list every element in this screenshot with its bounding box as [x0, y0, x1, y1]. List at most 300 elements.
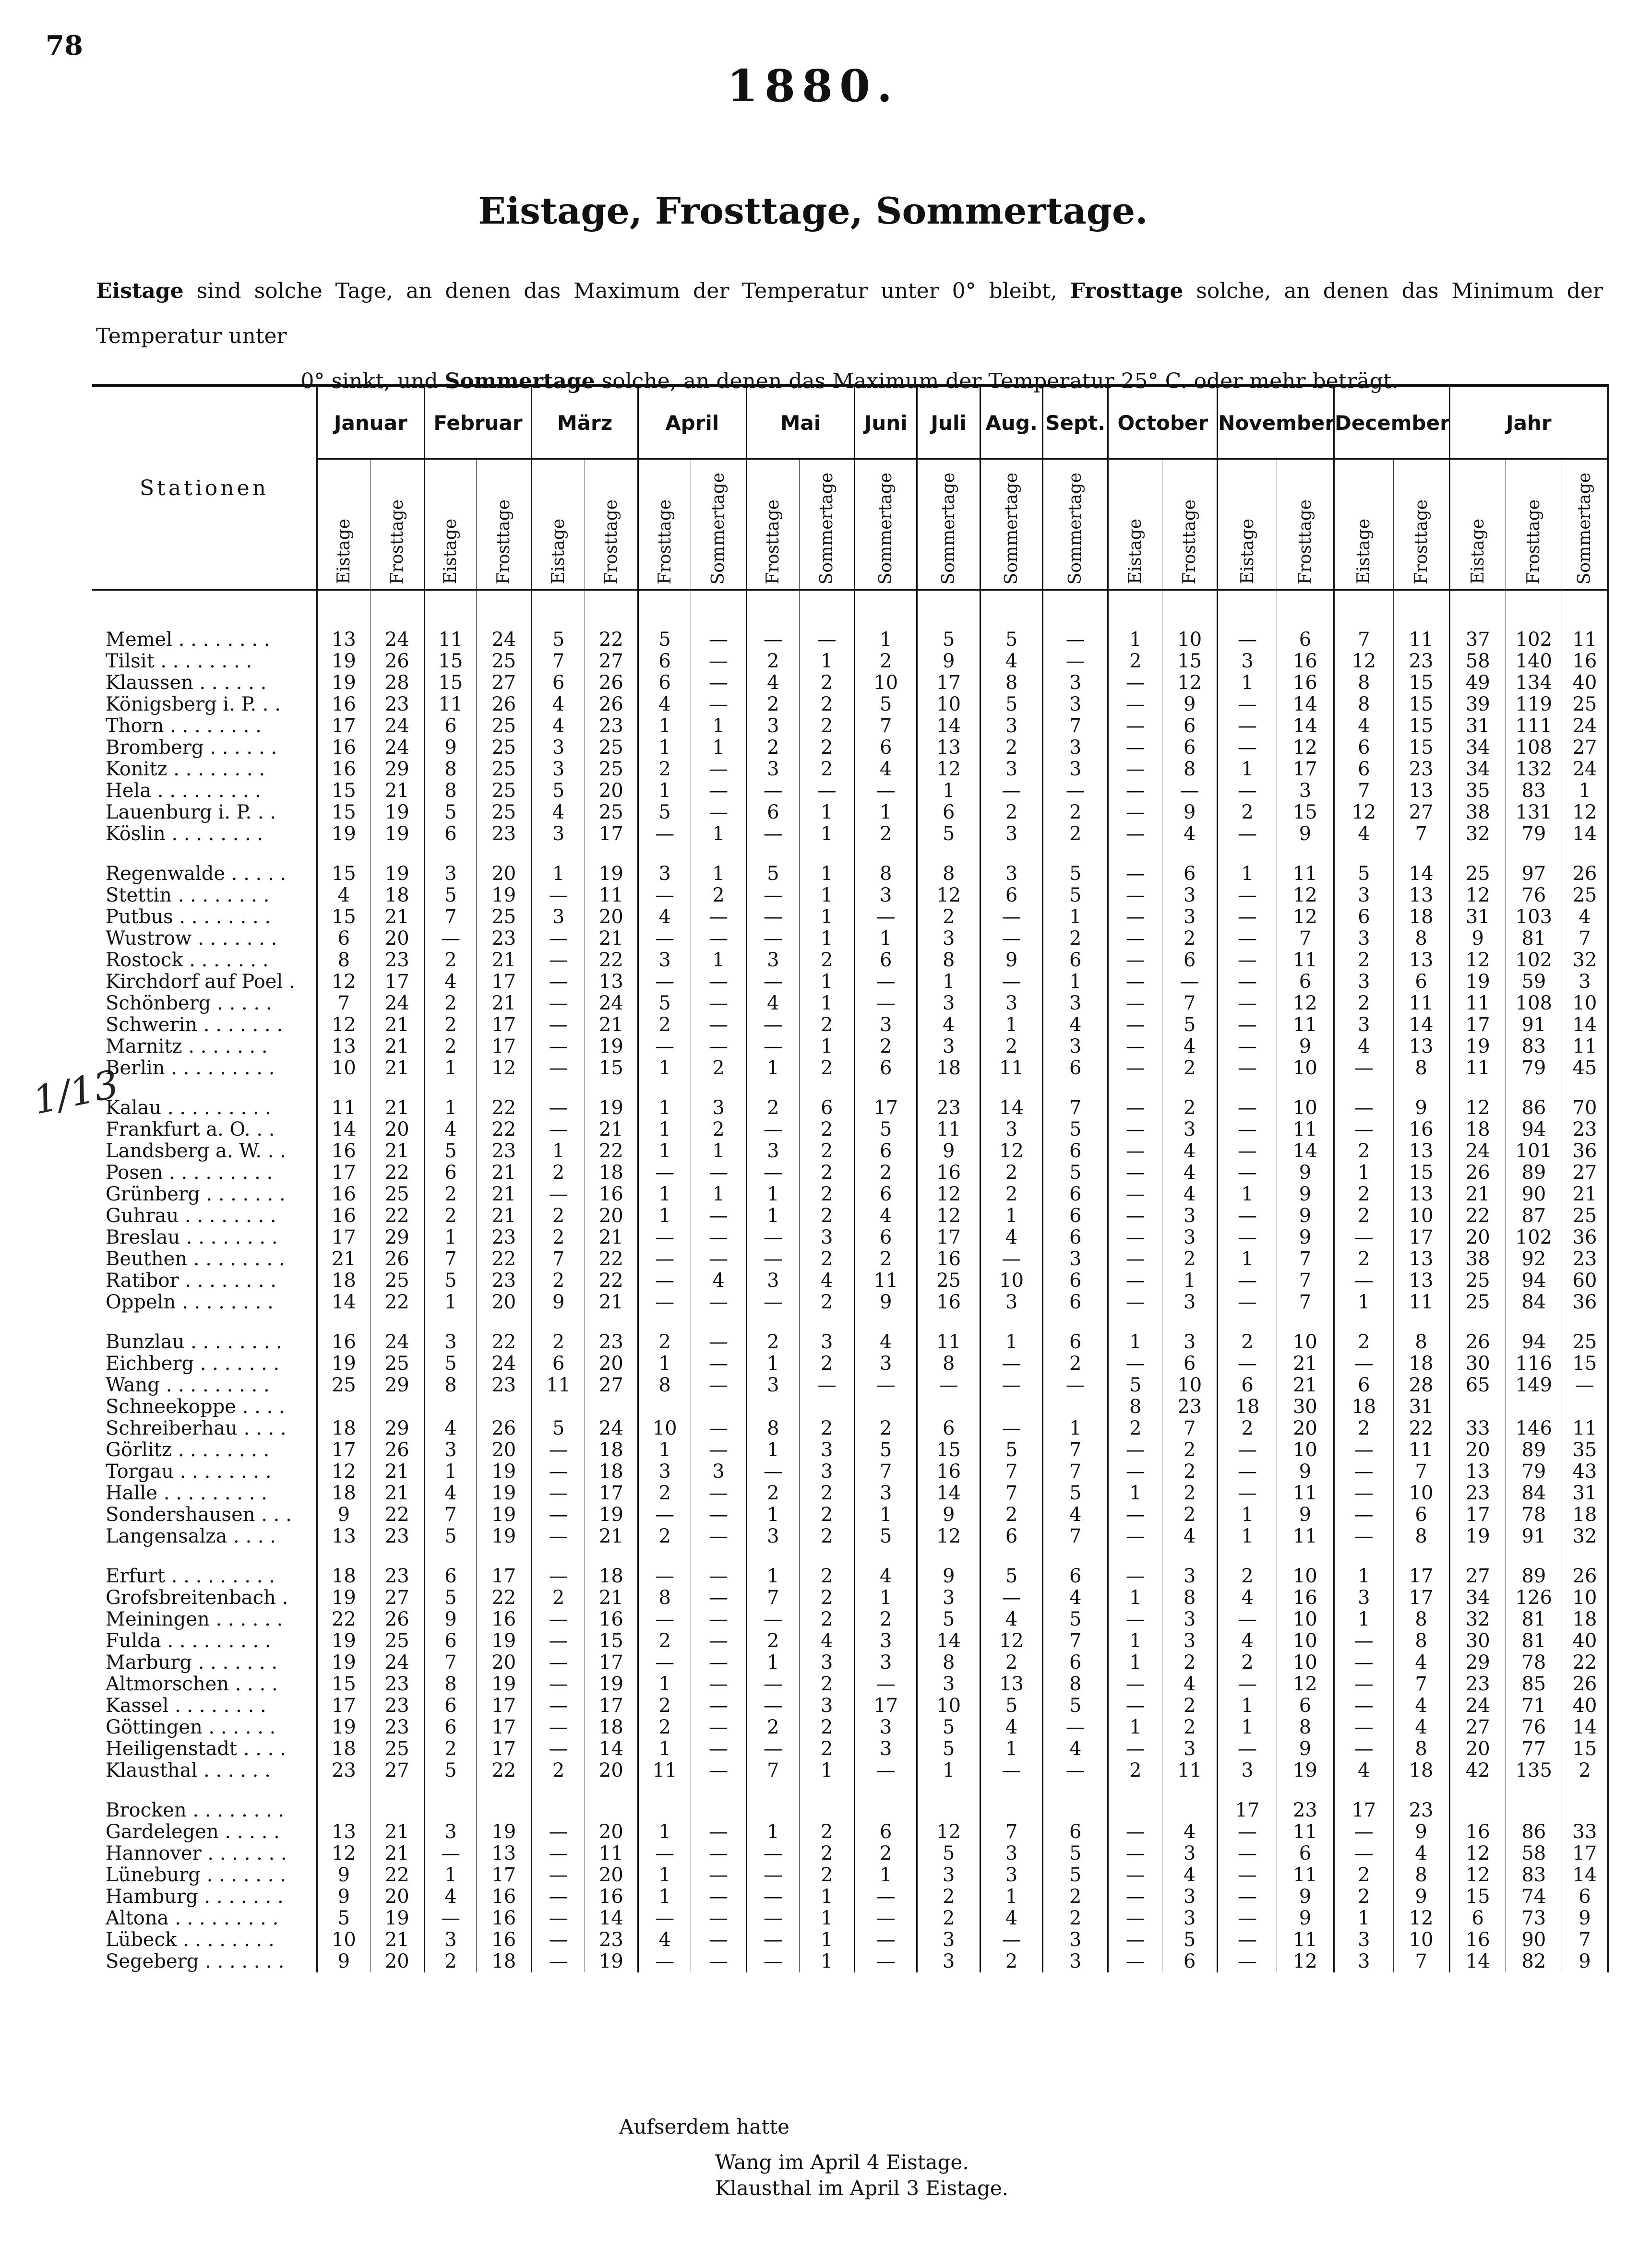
table-cell: 5: [917, 823, 980, 845]
table-cell: [691, 1800, 746, 1821]
table-cell: —: [1218, 629, 1277, 651]
table-cell: —: [1108, 1951, 1162, 1972]
table-cell: —: [691, 1908, 746, 1929]
table-cell: 5: [917, 1717, 980, 1738]
spacer-cell: [532, 590, 585, 629]
table-cell: —: [1218, 1609, 1277, 1630]
spacer-cell: [424, 590, 477, 629]
table-cell: 21: [370, 780, 424, 802]
table-cell: 6: [638, 651, 691, 672]
table-cell: 9: [1562, 1908, 1608, 1929]
table-cell: 16: [317, 1184, 371, 1205]
table-cell: 19: [477, 1526, 532, 1547]
table-cell: 12: [917, 1526, 980, 1547]
table-cell: 6: [980, 1526, 1043, 1547]
table-cell: 11: [1277, 1119, 1334, 1140]
table-cell: 20: [585, 1760, 638, 1781]
table-cell: 32: [1449, 823, 1506, 845]
table-cell: 16: [1277, 651, 1334, 672]
spacer-cell: [691, 1079, 746, 1097]
spacer-cell: [638, 1079, 691, 1097]
table-cell: —: [532, 1886, 585, 1908]
table-cell: —: [1334, 1821, 1394, 1843]
table-cell: [917, 1396, 980, 1418]
month-header: December: [1334, 386, 1450, 459]
table-cell: 7: [1043, 1630, 1108, 1652]
table-cell: —: [691, 928, 746, 950]
table-cell: 2: [800, 1738, 855, 1760]
table-cell: 97: [1506, 863, 1562, 885]
table-cell: 14: [585, 1908, 638, 1929]
table-cell: 7: [980, 1461, 1043, 1483]
table-cell: 2: [532, 1587, 585, 1609]
table-cell: 2: [800, 1843, 855, 1864]
table-cell: 25: [370, 1738, 424, 1760]
table-cell: —: [638, 823, 691, 845]
table-cell: 2: [746, 1483, 800, 1504]
table-cell: —: [532, 950, 585, 971]
table-cell: 2: [1334, 950, 1394, 971]
table-cell: 78: [1506, 1504, 1562, 1526]
table-cell: 28: [370, 672, 424, 694]
spacer-cell: [532, 845, 585, 863]
table-cell: 1: [980, 1205, 1043, 1227]
spacer-cell: [1218, 1781, 1277, 1800]
table-cell: 7: [1393, 1951, 1449, 1972]
table-cell: 1: [1108, 1587, 1162, 1609]
table-cell: 2: [424, 1014, 477, 1036]
table-cell: 9: [1277, 1184, 1334, 1205]
table-cell: 1: [800, 1760, 855, 1781]
table-cell: 6: [424, 1695, 477, 1717]
spacer-cell: [1449, 1781, 1506, 1800]
table-cell: 87: [1506, 1205, 1562, 1227]
table-cell: 22: [1393, 1418, 1449, 1439]
table-cell: 2: [1108, 651, 1162, 672]
subheader-cell: [800, 459, 855, 590]
table-cell: 25: [585, 737, 638, 759]
table-cell: —: [1218, 1205, 1277, 1227]
table-cell: 81: [1506, 1630, 1562, 1652]
table-cell: 1: [746, 1205, 800, 1227]
table-cell: 19: [317, 1717, 371, 1738]
table-cell: [638, 1800, 691, 1821]
table-cell: 5: [424, 1270, 477, 1292]
table-cell: 43: [1562, 1461, 1608, 1483]
table-cell: 1: [855, 1504, 917, 1526]
table-cell: 4: [1162, 823, 1218, 845]
spacer-cell: [980, 590, 1043, 629]
table-cell: 1: [691, 823, 746, 845]
table-cell: 14: [1562, 1014, 1608, 1036]
table-cell: 6: [1277, 1695, 1334, 1717]
table-cell: 2: [800, 1119, 855, 1140]
table-cell: 6: [532, 672, 585, 694]
table-cell: —: [638, 1036, 691, 1057]
table-cell: 1: [638, 1738, 691, 1760]
spacer-cell: [746, 1547, 800, 1566]
spacer-cell: [317, 590, 371, 629]
table-cell: 12: [1277, 993, 1334, 1014]
table-cell: 31: [1393, 1396, 1449, 1418]
table-cell: 18: [1334, 1396, 1394, 1418]
table-cell: 2: [1218, 1331, 1277, 1353]
table-cell: —: [691, 1162, 746, 1184]
table-cell: 2: [424, 1036, 477, 1057]
table-cell: 9: [1277, 1036, 1334, 1057]
table-cell: 18: [1562, 1609, 1608, 1630]
table-cell: 10: [1393, 1483, 1449, 1504]
table-cell: 14: [917, 715, 980, 737]
table-cell: —: [1218, 1097, 1277, 1119]
table-cell: —: [746, 1014, 800, 1036]
table-cell: 3: [1334, 928, 1394, 950]
table-cell: 3: [1043, 672, 1108, 694]
table-cell: —: [638, 1652, 691, 1674]
table-cell: 26: [477, 1418, 532, 1439]
table-cell: 3: [746, 759, 800, 780]
table-cell: 17: [1334, 1800, 1394, 1821]
table-cell: 6: [746, 802, 800, 823]
station-name: Bunzlau . . . . . . . .: [92, 1331, 317, 1353]
table-cell: 16: [585, 1886, 638, 1908]
table-cell: 24: [1449, 1140, 1506, 1162]
spacer-cell: [317, 1079, 371, 1097]
table-cell: 6: [424, 1566, 477, 1587]
table-cell: 25: [1449, 1270, 1506, 1292]
spacer-cell: [1393, 1781, 1449, 1800]
month-header: Sept.: [1043, 386, 1108, 459]
table-cell: 1: [917, 1760, 980, 1781]
table-cell: —: [746, 885, 800, 906]
table-cell: 38: [1449, 1248, 1506, 1270]
table-cell: —: [691, 971, 746, 993]
table-cell: 82: [1506, 1951, 1562, 1972]
table-cell: 19: [477, 1461, 532, 1483]
table-cell: —: [532, 1951, 585, 1972]
table-cell: 2: [800, 1566, 855, 1587]
table-cell: —: [424, 928, 477, 950]
table-cell: 108: [1506, 993, 1562, 1014]
table-cell: 4: [691, 1270, 746, 1292]
table-cell: 1: [1218, 1717, 1277, 1738]
table-cell: [424, 1800, 477, 1821]
table-cell: 23: [1393, 1800, 1449, 1821]
spacer-cell: [638, 1313, 691, 1331]
table-cell: 22: [477, 1587, 532, 1609]
table-cell: 7: [1277, 1248, 1334, 1270]
table-cell: 6: [855, 1227, 917, 1248]
table-cell: —: [1334, 1439, 1394, 1461]
table-cell: 27: [477, 672, 532, 694]
table-cell: —: [532, 1483, 585, 1504]
table-cell: 30: [1449, 1630, 1506, 1652]
table-cell: 1: [800, 1036, 855, 1057]
spacer-cell: [532, 1781, 585, 1800]
table-cell: 3: [691, 1097, 746, 1119]
table-cell: 24: [477, 1353, 532, 1375]
table-row: [92, 1695, 1608, 1717]
table-cell: 35: [1449, 780, 1506, 802]
table-cell: 1: [980, 1014, 1043, 1036]
table-cell: 7: [1393, 1674, 1449, 1695]
table-cell: 17: [1393, 1566, 1449, 1587]
table-cell: 23: [1162, 1396, 1218, 1418]
table-cell: 20: [585, 1864, 638, 1886]
subheader-cell: [1449, 459, 1506, 590]
table-cell: 19: [477, 1674, 532, 1695]
table-cell: 22: [370, 1504, 424, 1526]
table-cell: 25: [585, 759, 638, 780]
table-cell: 2: [800, 737, 855, 759]
table-cell: 25: [477, 780, 532, 802]
table-cell: 8: [1393, 928, 1449, 950]
table-cell: 5: [1108, 1375, 1162, 1396]
spacer-cell: [370, 1547, 424, 1566]
spacer-cell: [638, 1547, 691, 1566]
table-cell: 4: [1162, 1162, 1218, 1184]
table-cell: —: [691, 1609, 746, 1630]
table-cell: 6: [1162, 1951, 1218, 1972]
spacer-cell: [1562, 1781, 1608, 1800]
table-cell: 6: [855, 737, 917, 759]
table-cell: 2: [1108, 1760, 1162, 1781]
table-cell: 10: [1393, 1205, 1449, 1227]
table-row: [92, 1097, 1608, 1119]
table-cell: 2: [917, 1886, 980, 1908]
table-cell: 2: [532, 1331, 585, 1353]
subheader-cell: [1393, 459, 1449, 590]
table-cell: 11: [1277, 950, 1334, 971]
table-cell: 19: [317, 1587, 371, 1609]
table-cell: 24: [1562, 715, 1608, 737]
table-row: [92, 1227, 1608, 1248]
table-cell: 7: [1043, 1526, 1108, 1547]
station-name: Ratibor . . . . . . . .: [92, 1270, 317, 1292]
table-cell: —: [691, 1630, 746, 1652]
spacer-cell: [980, 1079, 1043, 1097]
table-cell: 8: [1108, 1396, 1162, 1418]
table-cell: 4: [532, 802, 585, 823]
table-cell: 2: [1162, 1483, 1218, 1504]
table-cell: 16: [1449, 1929, 1506, 1951]
table-row: [92, 1609, 1608, 1630]
table-cell: —: [1108, 1014, 1162, 1036]
table-cell: 15: [317, 906, 371, 928]
table-cell: 10: [1277, 1652, 1334, 1674]
table-cell: 13: [1449, 1461, 1506, 1483]
table-cell: 5: [424, 1140, 477, 1162]
table-cell: —: [746, 1864, 800, 1886]
subheader-cell: [1108, 459, 1162, 590]
table-row: [92, 1057, 1608, 1079]
table-row: [92, 1864, 1608, 1886]
table-cell: 77: [1506, 1738, 1562, 1760]
spacer-cell: [855, 1313, 917, 1331]
table-cell: 12: [1334, 802, 1394, 823]
table-cell: 11: [1562, 1036, 1608, 1057]
table-cell: 19: [477, 1630, 532, 1652]
spacer-cell: [1162, 1313, 1218, 1331]
table-cell: 3: [746, 1375, 800, 1396]
table-row: [92, 863, 1608, 885]
spacer-cell: [585, 845, 638, 863]
spacer-cell: [585, 1547, 638, 1566]
spacer-cell: [1334, 845, 1394, 863]
table-cell: 103: [1506, 906, 1562, 928]
table-cell: 11: [855, 1270, 917, 1292]
table-cell: 3: [917, 1951, 980, 1972]
table-cell: 17: [477, 1695, 532, 1717]
table-cell: 86: [1506, 1821, 1562, 1843]
table-cell: 1: [855, 928, 917, 950]
table-cell: 19: [1449, 1036, 1506, 1057]
table-cell: 6: [1043, 950, 1108, 971]
table-cell: 4: [1218, 1587, 1277, 1609]
table-cell: 1: [1334, 1908, 1394, 1929]
table-cell: 3: [980, 1292, 1043, 1313]
table-cell: —: [1108, 1036, 1162, 1057]
table-cell: 5: [424, 802, 477, 823]
table-cell: —: [746, 1886, 800, 1908]
spacer-cell: [585, 1313, 638, 1331]
table-cell: 17: [317, 1162, 371, 1184]
subheader-cell: [1334, 459, 1394, 590]
table-cell: 1: [424, 1097, 477, 1119]
table-cell: —: [532, 1014, 585, 1036]
table-cell: —: [917, 1375, 980, 1396]
table-cell: 25: [477, 906, 532, 928]
table-cell: 36: [1562, 1227, 1608, 1248]
table-cell: 4: [746, 993, 800, 1014]
table-cell: —: [691, 1821, 746, 1843]
table-cell: 1: [638, 780, 691, 802]
table-cell: —: [1334, 1738, 1394, 1760]
table-cell: 22: [585, 629, 638, 651]
table-cell: 2: [532, 1205, 585, 1227]
table-cell: —: [1108, 1140, 1162, 1162]
table-cell: 23: [477, 928, 532, 950]
spacer-cell: [1393, 1313, 1449, 1331]
table-cell: 1: [638, 737, 691, 759]
table-row: [92, 950, 1608, 971]
table-cell: —: [746, 1036, 800, 1057]
column-subheader: Eistage: [1468, 519, 1488, 584]
table-cell: —: [1108, 759, 1162, 780]
table-cell: 2: [800, 1821, 855, 1843]
table-cell: 2: [746, 1097, 800, 1119]
spacer-cell: [1393, 1547, 1449, 1566]
table-cell: [980, 1396, 1043, 1418]
table-cell: 21: [317, 1248, 371, 1270]
table-cell: 2: [1334, 1205, 1394, 1227]
table-cell: —: [1218, 1140, 1277, 1162]
table-cell: —: [746, 1674, 800, 1695]
table-cell: 7: [1393, 1461, 1449, 1483]
table-cell: 5: [1043, 885, 1108, 906]
table-cell: 45: [1562, 1057, 1608, 1079]
table-cell: 8: [424, 759, 477, 780]
table-cell: 20: [477, 1652, 532, 1674]
table-cell: 3: [746, 950, 800, 971]
station-name: Klausthal . . . . . .: [92, 1760, 317, 1781]
table-cell: —: [746, 906, 800, 928]
table-cell: 25: [477, 737, 532, 759]
table-cell: [800, 1396, 855, 1418]
table-cell: 3: [746, 1270, 800, 1292]
table-cell: —: [1108, 1248, 1162, 1270]
spacer-cell: [1218, 1547, 1277, 1566]
table-cell: 19: [370, 863, 424, 885]
station-name: Grünberg . . . . . . .: [92, 1184, 317, 1205]
table-cell: 22: [477, 1760, 532, 1781]
table-cell: —: [980, 906, 1043, 928]
station-name: Sondershausen . . .: [92, 1504, 317, 1526]
table-cell: —: [1334, 1504, 1394, 1526]
table-cell: 9: [317, 1886, 371, 1908]
table-cell: 3: [917, 1036, 980, 1057]
table-cell: 9: [317, 1951, 371, 1972]
table-cell: 70: [1562, 1097, 1608, 1119]
table-cell: 28: [1393, 1375, 1449, 1396]
table-cell: 6: [1043, 1566, 1108, 1587]
table-cell: 16: [917, 1162, 980, 1184]
table-cell: 11: [1277, 1929, 1334, 1951]
spacer-cell: [92, 1079, 317, 1097]
table-cell: —: [1108, 1504, 1162, 1526]
table-cell: 15: [1562, 1738, 1608, 1760]
spacer-cell: [746, 845, 800, 863]
table-cell: [477, 1800, 532, 1821]
table-cell: 2: [855, 1418, 917, 1439]
table-cell: 7: [424, 1652, 477, 1674]
station-name: Altona . . . . . . . . .: [92, 1908, 317, 1929]
table-cell: 3: [1162, 1886, 1218, 1908]
table-cell: 24: [1449, 1695, 1506, 1717]
spacer-cell: [1449, 1547, 1506, 1566]
column-subheader: Frosttage: [494, 499, 514, 584]
table-cell: —: [980, 1929, 1043, 1951]
table-cell: 13: [1393, 780, 1449, 802]
spacer-cell: [980, 845, 1043, 863]
table-row: [92, 1674, 1608, 1695]
table-cell: 25: [477, 802, 532, 823]
table-row: [92, 1140, 1608, 1162]
table-cell: 17: [855, 1097, 917, 1119]
table-cell: 5: [917, 1738, 980, 1760]
table-row: [92, 1652, 1608, 1674]
station-name: Hannover . . . . . . .: [92, 1843, 317, 1864]
table-cell: 4: [980, 1609, 1043, 1630]
table-cell: —: [691, 1929, 746, 1951]
table-cell: 19: [477, 1483, 532, 1504]
table-cell: 1: [980, 1738, 1043, 1760]
table-cell: 3: [800, 1331, 855, 1353]
table-cell: 6: [1162, 863, 1218, 885]
table-cell: —: [1162, 780, 1218, 802]
table-cell: 2: [980, 1951, 1043, 1972]
spacer-cell: [980, 1313, 1043, 1331]
table-cell: 7: [855, 1461, 917, 1483]
table-cell: 10: [1562, 1587, 1608, 1609]
table-cell: 5: [917, 1843, 980, 1864]
table-cell: 7: [532, 651, 585, 672]
column-subheader: Frosttage: [1295, 499, 1315, 584]
month-header: Februar: [424, 386, 532, 459]
spacer-cell: [1162, 845, 1218, 863]
table-cell: —: [638, 1227, 691, 1248]
table-cell: 15: [424, 651, 477, 672]
